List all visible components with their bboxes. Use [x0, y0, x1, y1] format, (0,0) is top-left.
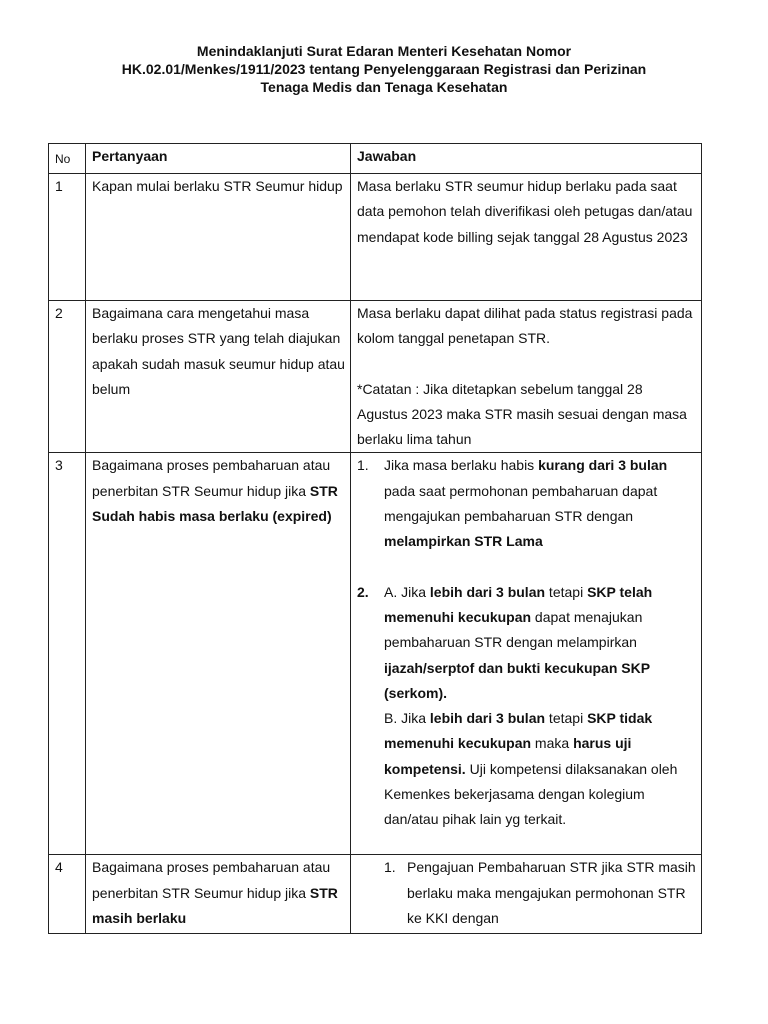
answer-note: *Catatan : Jika ditetapkan sebelum tanggal 28 Agustus 2023 maka STR masih sesuai dengan masa berlaku lima tahun [357, 380, 687, 448]
table-row [49, 174, 702, 301]
title-line-3: Tenaga Medis dan Tenaga Kesehatan [260, 79, 508, 95]
row-number: 1 [49, 174, 86, 301]
list-subitem: B. Jika lebih dari 3 bulan tetapi SKP tidak memenuhi kecukupan maka harus uji kompetensi. Uji kompetensi dilaksanakan oleh Kemenkes bekerjasama dengan kolegium dan/atau pihak lain yg terkait. [384, 710, 678, 828]
row-number: 4 [49, 855, 86, 934]
answer-cell [351, 855, 702, 934]
list-item: 1. Pengajuan Pembaharuan STR jika STR masih berlaku maka mengajukan permohonan STR ke KKI dengan [384, 859, 696, 927]
question-cell: Bagaimana proses pembaharuan atau penerbitan STR Seumur hidup jika STR Sudah habis masa berlaku (expired) [86, 453, 351, 855]
title-line-1: Menindaklanjuti Surat Edaran Menteri Kesehatan Nomor [196, 43, 572, 59]
row-number: 3 [49, 453, 86, 855]
faq-table [48, 143, 702, 934]
table-row [49, 301, 702, 453]
answer-cell [351, 453, 702, 855]
question-cell: Bagaimana proses pembaharuan atau penerbitan STR Seumur hidup jika STR masih berlaku [86, 855, 351, 934]
list-item: 2. A. Jika lebih dari 3 bulan tetapi SKP telah memenuhi kecukupan dapat menajukan pembaharuan STR dengan melampirkan ijazah/serptof dan bukti kecukupan SKP (serkom). B. Jika lebih dari 3 bulan tetapi SKP tidak memenuhi kecukupan maka harus uji kompetensi. Uji kompetensi dilaksanakan oleh Kemenkes bekerjasama dengan kolegium dan/atau pihak lain yg terkait. [357, 580, 696, 833]
document-title [0, 42, 768, 96]
table-header-row [49, 144, 702, 174]
answer-cell: Masa berlaku STR seumur hidup berlaku pada saat data pemohon telah diverifikasi oleh petugas dan/atau mendapat kode billing sejak tanggal 28 Agustus 2023 [351, 174, 702, 301]
header-question: Pertanyaan [86, 144, 351, 174]
row-number: 2 [49, 301, 86, 453]
list-item: 1. Jika masa berlaku habis kurang dari 3 bulan pada saat permohonan pembaharuan dapat mengajukan pembaharuan STR dengan melampirkan STR Lama [357, 457, 668, 550]
answer-paragraph: Masa berlaku dapat dilihat pada status registrasi pada kolom tanggal penetapan STR. [357, 305, 693, 347]
table-row [49, 453, 702, 855]
header-answer: Jawaban [351, 144, 702, 174]
question-cell: Bagaimana cara mengetahui masa berlaku proses STR yang telah diajukan apakah sudah masuk seumur hidup atau belum [86, 301, 351, 453]
question-cell: Kapan mulai berlaku STR Seumur hidup [86, 174, 351, 301]
answer-cell [351, 301, 702, 453]
title-line-2: HK.02.01/Menkes/1911/2023 tentang Penyelenggaraan Registrasi dan Perizinan [121, 61, 647, 77]
header-no: No [49, 144, 86, 174]
table-row [49, 855, 702, 934]
